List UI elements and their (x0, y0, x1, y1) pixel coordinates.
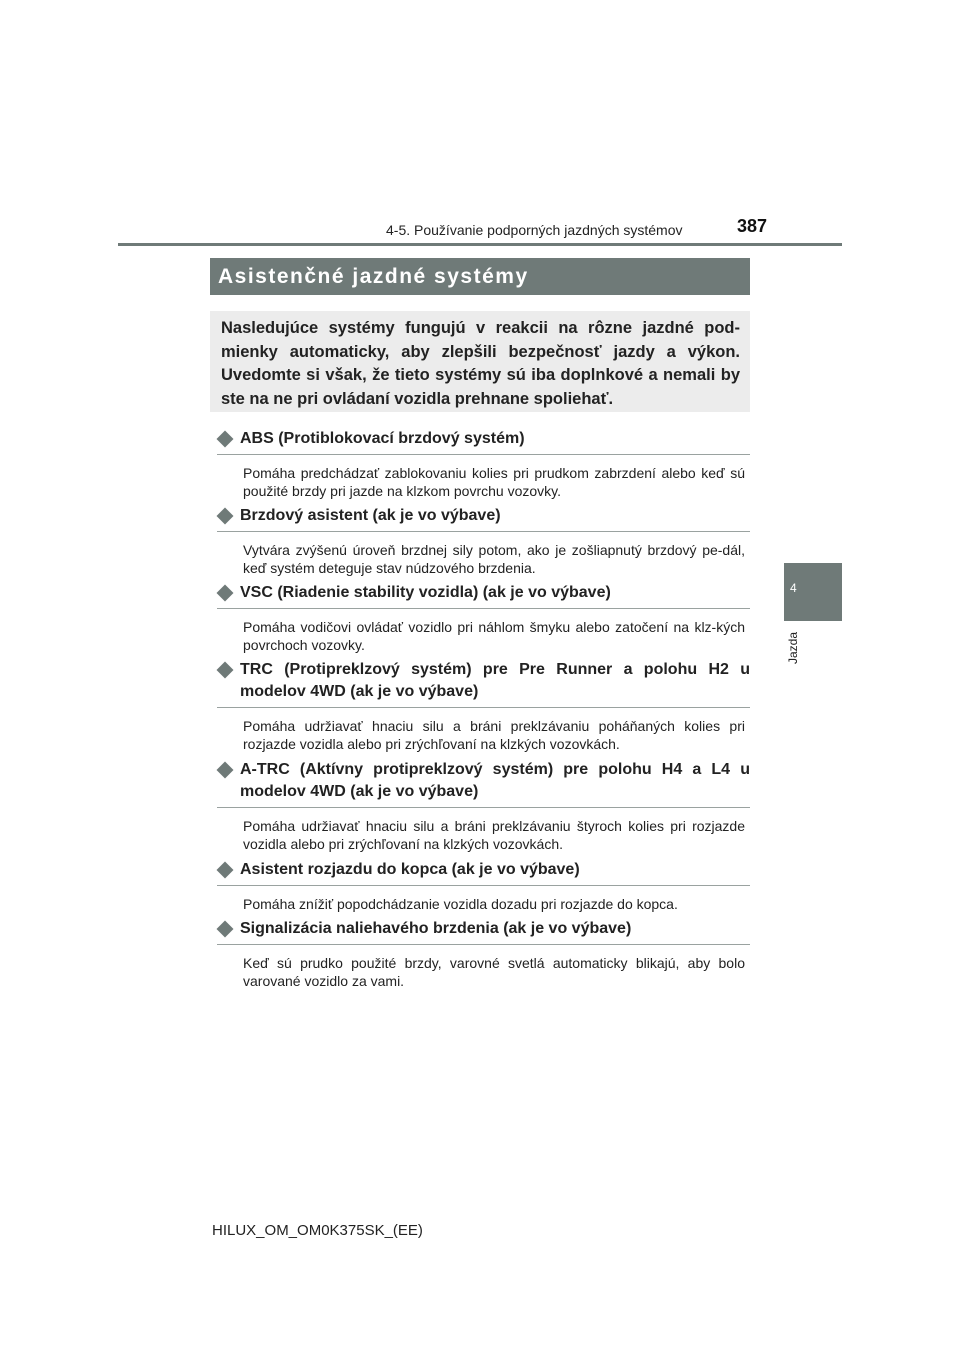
diamond-bullet-icon (217, 662, 234, 679)
diamond-bullet-icon (217, 762, 234, 779)
diamond-bullet-icon (217, 508, 234, 525)
section-body: Keď sú prudko použité brzdy, varovné svetlá automaticky blikajú, aby bolo varované vozidlo za vami. (243, 955, 745, 989)
section-heading-text: ABS (Protiblokovací brzdový systém) (240, 430, 525, 447)
section-body: Pomáha vodičovi ovládať vozidlo pri náhlom šmyku alebo zatočení na klz-kých povrchoch vozovky. (243, 619, 745, 653)
section-vsc (217, 582, 750, 654)
section-divider (217, 707, 750, 708)
section-divider (217, 531, 750, 532)
section-abs (217, 428, 750, 500)
intro-text: Nasledujúce systémy fungujú v reakcii na rôzne jazdné pod-mienky automaticky, aby zlepšili bezpečnosť jazdy a výkon. Uvedomte si však, že tieto systémy sú iba doplnkové a nemali by ste na ne pri ovládaní vozidla prehnane spoliehať. (221, 319, 740, 408)
section-title: 4-5. Používanie podporných jazdných systémov (386, 222, 683, 238)
section-brake-assist (217, 505, 750, 577)
section-heading-text: A-TRC (Aktívny protipreklzový systém) pre polohu H4 a L4 u modelov 4WD (ak je vo výbave) (240, 761, 750, 800)
section-heading (217, 582, 750, 604)
diamond-bullet-icon (217, 921, 234, 938)
section-body: Vytvára zvýšenú úroveň brzdnej sily potom, ako je zošliapnutý brzdový pe-dál, keď systém deteguje stav núdzového brzdenia. (243, 542, 745, 576)
section-divider (217, 885, 750, 886)
section-divider (217, 454, 750, 455)
section-heading-text: Asistent rozjazdu do kopca (ak je vo výbave) (240, 861, 580, 878)
title-bar (210, 258, 750, 295)
section-heading (217, 659, 750, 703)
section-heading (217, 759, 750, 803)
section-heading (217, 859, 750, 881)
section-body: Pomáha udržiavať hnaciu silu a bráni preklzávaniu štyroch kolies pri rozjazde vozidla alebo pri zrýchľovaní na klzkých vozovkách. (243, 818, 745, 852)
section-trc (217, 659, 750, 753)
section-divider (217, 944, 750, 945)
chapter-number: 4 (790, 581, 797, 595)
section-body: Pomáha udržiavať hnaciu silu a bráni preklzávaniu poháňaných kolies pri rozjazde vozidla alebo pri zrýchľovaní na klzkých vozovkách. (243, 718, 745, 752)
section-heading-text: Signalizácia naliehavého brzdenia (ak je vo výbave) (240, 920, 632, 937)
section-emergency-brake-signal (217, 918, 750, 990)
diamond-bullet-icon (217, 862, 234, 879)
section-a-trc (217, 759, 750, 853)
diamond-bullet-icon (217, 585, 234, 602)
section-heading (217, 505, 750, 527)
footer-document-code: HILUX_OM_OM0K375SK_(EE) (212, 1222, 423, 1239)
section-heading (217, 428, 750, 450)
chapter-label: Jazda (786, 632, 800, 665)
section-body: Pomáha znížiť popodchádzanie vozidla dozadu pri rozjazde do kopca. (243, 896, 678, 912)
section-divider (217, 608, 750, 609)
section-heading-text: VSC (Riadenie stability vozidla) (ak je vo výbave) (240, 584, 611, 601)
section-divider (217, 807, 750, 808)
diamond-bullet-icon (217, 431, 234, 448)
section-hill-start-assist (217, 859, 750, 913)
section-heading (217, 918, 750, 940)
page-number: 387 (737, 216, 768, 236)
section-heading-text: TRC (Protipreklzový systém) pre Pre Runner a polohu H2 u modelov 4WD (ak je vo výbave) (240, 661, 750, 700)
header-divider (118, 243, 842, 246)
section-body: Pomáha predchádzať zablokovaniu kolies pri prudkom zabrzdení alebo keď sú použité brzdy pri jazde na klzkom povrchu vozovky. (243, 465, 745, 499)
page-title: Asistenčné jazdné systémy (218, 264, 529, 288)
section-heading-text: Brzdový asistent (ak je vo výbave) (240, 507, 501, 524)
intro-box (210, 311, 750, 412)
